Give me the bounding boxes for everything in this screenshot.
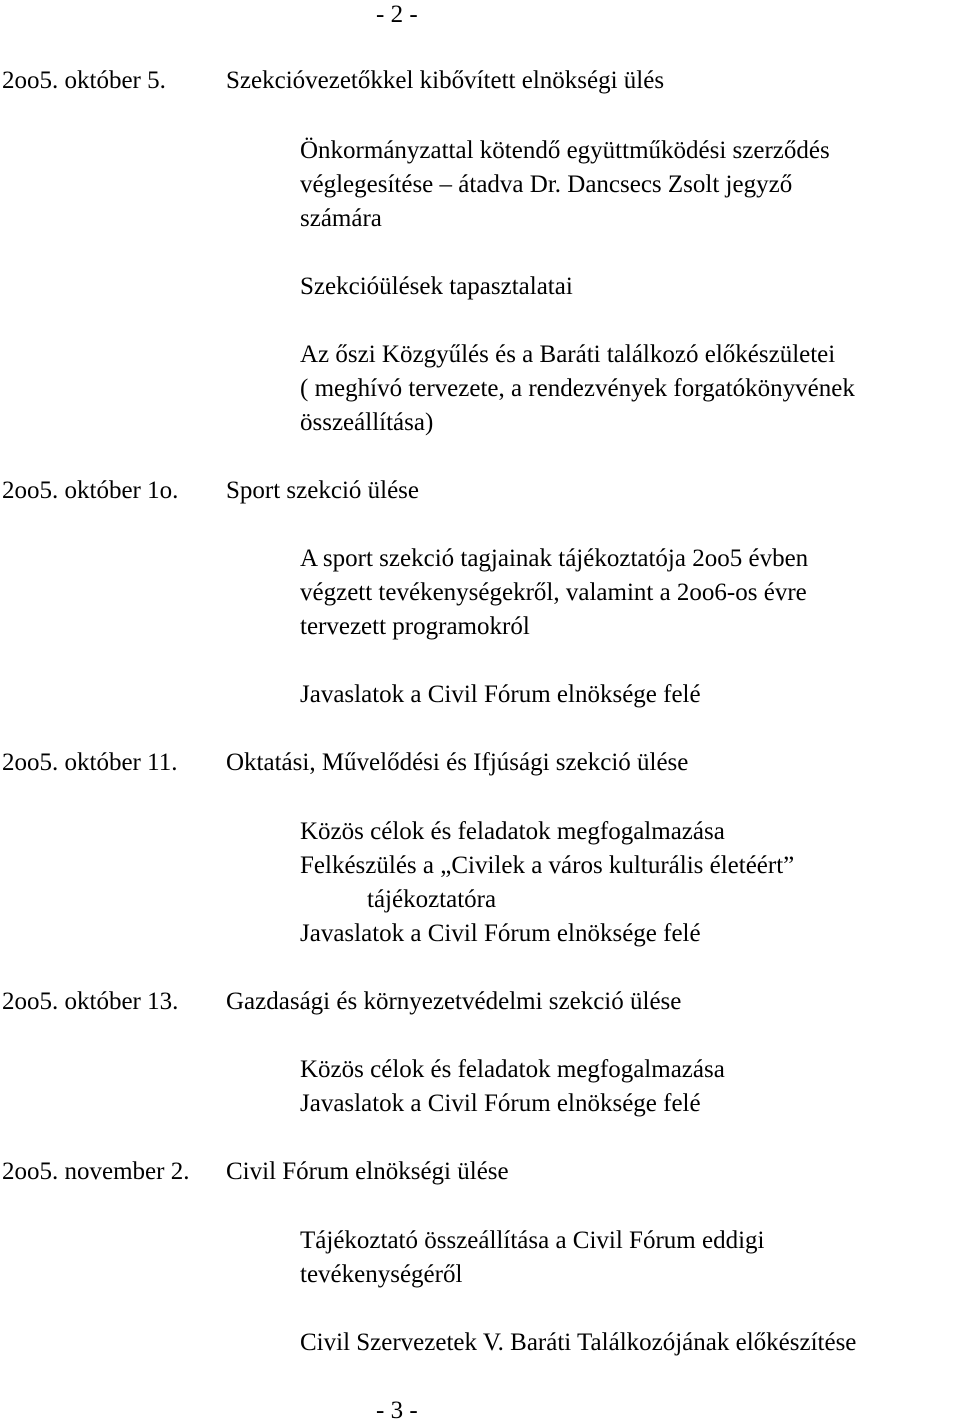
entry-date: 2oo5. október 5. — [2, 67, 166, 94]
entry-date: 2oo5. november 2. — [2, 1158, 190, 1185]
agenda-line: összeállítása) — [300, 409, 434, 436]
entry-title: Gazdasági és környezetvédelmi szekció ülése — [226, 988, 682, 1015]
agenda-line: véglegesítése – átadva Dr. Dancsecs Zsolt jegyző — [300, 171, 793, 198]
agenda-line: tevékenységéről — [300, 1261, 463, 1288]
entry-date: 2oo5. október 13. — [2, 988, 179, 1015]
agenda-line: Szekcióülések tapasztalatai — [300, 273, 573, 300]
entry-title: Szekcióvezetőkkel kibővített elnökségi ülés — [226, 67, 665, 94]
agenda-line: Javaslatok a Civil Fórum elnöksége felé — [300, 681, 701, 708]
agenda-line: Javaslatok a Civil Fórum elnöksége felé — [300, 1090, 701, 1117]
agenda-line: Az őszi Közgyűlés és a Baráti találkozó előkészületei — [300, 341, 836, 368]
entry-date: 2oo5. október 11. — [2, 749, 178, 776]
agenda-line: A sport szekció tagjainak tájékoztatója 2oo5 évben — [300, 545, 809, 572]
agenda-line: Közös célok és feladatok megfogalmazása — [300, 818, 725, 845]
agenda-line: Önkormányzattal kötendő együttműködési szerződés — [300, 137, 830, 164]
agenda-line: Felkészülés a „Civilek a város kulturális életéért” — [300, 852, 795, 879]
page-number-bottom: - 3 - — [376, 1397, 418, 1424]
entry-title: Oktatási, Művelődési és Ifjúsági szekció ülése — [226, 749, 689, 776]
entry-title: Sport szekció ülése — [226, 477, 420, 504]
agenda-line: tájékoztatóra — [367, 886, 497, 913]
agenda-line: számára — [300, 205, 382, 232]
page-number-top: - 2 - — [376, 1, 418, 28]
entry-title: Civil Fórum elnökségi ülése — [226, 1158, 509, 1185]
agenda-line: Tájékoztató összeállítása a Civil Fórum eddigi — [300, 1227, 765, 1254]
agenda-line: Civil Szervezetek V. Baráti Találkozójának előkészítése — [300, 1329, 857, 1356]
entry-date: 2oo5. október 1o. — [2, 477, 179, 504]
agenda-line: végzett tevékenységekről, valamint a 2oo6-os évre — [300, 579, 807, 606]
agenda-line: Közös célok és feladatok megfogalmazása — [300, 1056, 725, 1083]
agenda-line: Javaslatok a Civil Fórum elnöksége felé — [300, 920, 701, 947]
agenda-line: tervezett programokról — [300, 613, 530, 640]
agenda-line: ( meghívó tervezete, a rendezvények forgatókönyvének — [300, 375, 855, 402]
